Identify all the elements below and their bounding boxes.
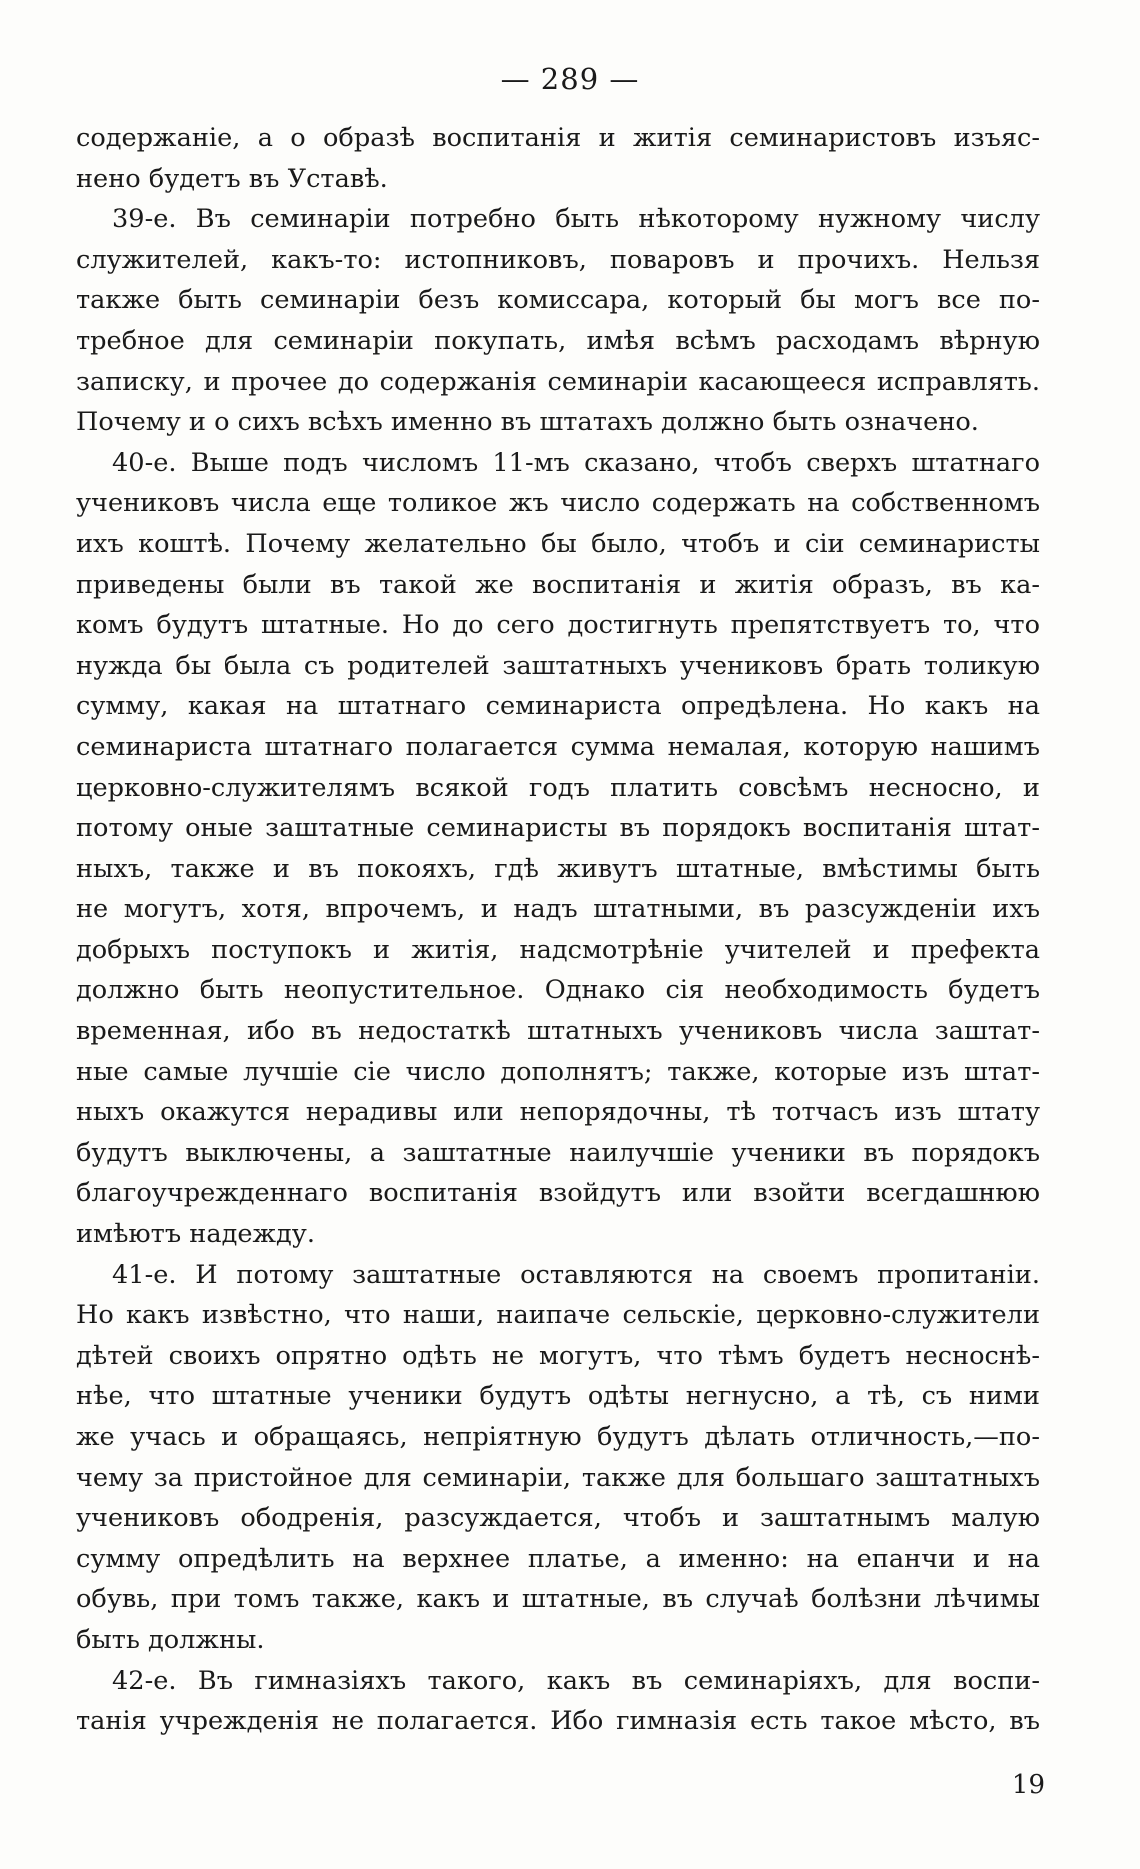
text-line: сумму опредѣлить на верхнее платье, а именно: на епанчи и на [76, 1543, 1040, 1574]
text-line: же учась и обращаясь, непріятную будутъ дѣлать отличность,—по- [76, 1422, 1040, 1452]
text-line: имѣютъ надежду. [76, 1219, 315, 1250]
text-line: не могутъ, хотя, впрочемъ, и надъ штатными, въ разсужденіи ихъ [76, 894, 1040, 925]
text-line: добрыхъ поступокъ и житія, надсмотрѣніе учителей и префекта [76, 934, 1040, 965]
text-line: танія учрежденія не полагается. Ибо гимназія есть такое мѣсто, въ [76, 1706, 1040, 1737]
text-line: записку, и прочее до содержанія семинаріи касающееся исправлять. [76, 366, 1040, 397]
text-line: также быть семинаріи безъ комиссара, который бы могъ все по- [76, 285, 1040, 316]
text-line: чему за пристойное для семинаріи, также для большаго заштатныхъ [76, 1462, 1040, 1493]
text-line: ные самые лучшіе сіе число дополнятъ; также, которые изъ штат- [76, 1056, 1040, 1087]
text-line: учениковъ ободренія, разсуждается, чтобъ и заштатнымъ малую [76, 1503, 1040, 1534]
text-line: будутъ выключены, а заштатные наилучшіе ученики въ порядокъ [76, 1137, 1040, 1168]
text-line: требное для семинаріи покупать, имѣя всѣмъ расходамъ вѣрную [76, 325, 1040, 356]
paragraph [76, 1661, 1040, 1742]
text-line: нено будетъ въ Уставѣ. [76, 163, 388, 194]
text-line: ныхъ окажутся нерадивы или непорядочны, тѣ тотчасъ изъ штату [76, 1097, 1040, 1128]
text-line: нѣе, что штатные ученики будутъ одѣты негнусно, а тѣ, съ ними [76, 1381, 1040, 1412]
printer-signature-mark: 19 [1011, 1770, 1045, 1800]
text-line: быть должны. [76, 1624, 265, 1655]
text-line: нужда бы была съ родителей заштатныхъ учениковъ брать толикую [76, 650, 1040, 681]
text-line: обувь, при томъ также, какъ и штатные, въ случаѣ болѣзни лѣчимы [76, 1584, 1040, 1615]
text-line: временная, ибо въ недостаткѣ штатныхъ учениковъ числа заштат- [76, 1016, 1040, 1047]
text-line: 39-е. Въ семинаріи потребно быть нѣкоторому нужному числу [112, 204, 1040, 235]
text-line: церковно-служителямъ всякой годъ платить совсѣмъ несносно, и [76, 772, 1040, 803]
text-line: ныхъ, также и въ покояхъ, гдѣ живутъ штатные, вмѣстимы быть [76, 853, 1040, 884]
text-line: приведены были въ такой же воспитанія и житія образъ, въ ка- [76, 569, 1040, 600]
text-line: ихъ коштѣ. Почему желательно бы было, чтобъ и сіи семинаристы [76, 528, 1040, 559]
text-line: благоучрежденнаго воспитанія взойдутъ или взойти всегдашнюю [76, 1178, 1040, 1209]
paragraph [76, 118, 1040, 199]
text-line: потому оные заштатные семинаристы въ порядокъ воспитанія штат- [76, 813, 1040, 844]
page-number: — 289 — [500, 62, 640, 96]
text-line: содержаніе, а о образѣ воспитанія и житія семинаристовъ изъяс- [76, 123, 1040, 153]
text-line: должно быть неопустительное. Однако сія необходимость будетъ [76, 975, 1040, 1006]
text-line: Почему и о сихъ всѣхъ именно въ штатахъ должно быть означено. [76, 407, 979, 438]
paragraph [76, 1255, 1040, 1661]
text-line: 40-е. Выше подъ числомъ 11-мъ сказано, чтобъ сверхъ штатнаго [112, 447, 1040, 478]
text-line: 42-е. Въ гимназіяхъ такого, какъ въ семинаріяхъ, для воспи- [112, 1665, 1040, 1696]
text-line: Но какъ извѣстно, что наши, наипаче сельскіе, церковно-служители [76, 1300, 1040, 1331]
paragraph [76, 199, 1040, 443]
text-line: комъ будутъ штатные. Но до сего достигнуть препятствуетъ то, что [76, 610, 1040, 641]
text-line: сумму, какая на штатнаго семинариста опредѣлена. Но какъ на [76, 691, 1040, 722]
text-line: служителей, какъ-то: истопниковъ, поваровъ и прочихъ. Нельзя [76, 244, 1040, 275]
text-line: дѣтей своихъ опрятно одѣть не могутъ, что тѣмъ будетъ несноснѣ- [76, 1340, 1040, 1371]
text-line: семинариста штатнаго полагается сумма немалая, которую нашимъ [76, 731, 1040, 762]
text-line: учениковъ числа еще толикое жъ число содержать на собственномъ [76, 488, 1040, 519]
body-text [76, 118, 1040, 1742]
paragraph [76, 443, 1040, 1255]
text-line: 41-е. И потому заштатные оставляются на своемъ пропитаніи. [112, 1259, 1040, 1290]
